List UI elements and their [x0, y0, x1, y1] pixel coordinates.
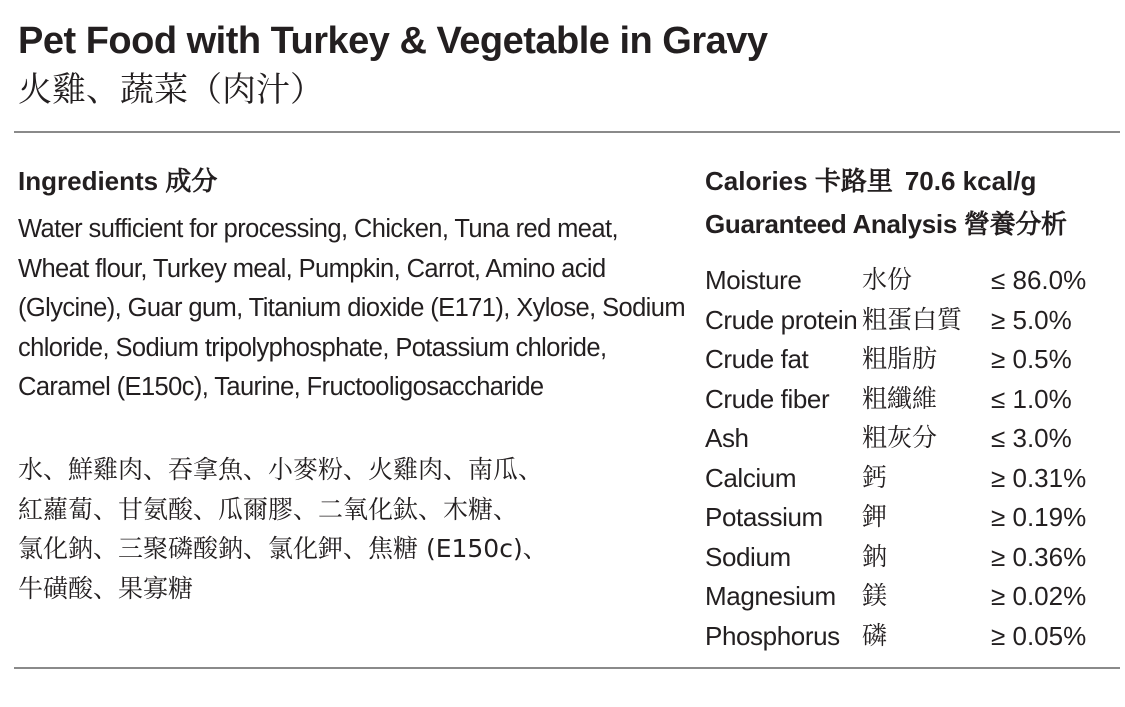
nutrient-name-zh: 鉀 [862, 502, 888, 531]
nutrient-name-zh: 鎂 [862, 581, 888, 610]
top-divider [14, 131, 1120, 133]
ingredients-english-line: Wheat flour, Turkey meal, Pumpkin, Carrot, Amino acid [18, 254, 606, 283]
bottom-divider [14, 667, 1120, 669]
ingredients-heading: Ingredients 成分 [18, 166, 218, 196]
ingredients-chinese-line: 水、鮮雞肉、吞拿魚、小麥粉、火雞肉、南瓜、 [18, 455, 544, 484]
nutrient-name-en: Ash [705, 423, 749, 453]
nutrient-name-en: Phosphorus [705, 620, 840, 651]
nutrient-name-zh: 鈉 [862, 541, 888, 571]
nutrient-value: ≥ 5.0% [991, 304, 1072, 335]
ingredients-chinese-line: 氯化鈉、三聚磷酸鈉、氯化鉀、焦糖 (E150c)、 [18, 534, 548, 563]
ingredients-chinese-line: 牛磺酸、果寡糖 [18, 573, 194, 603]
nutrient-value: ≤ 3.0% [991, 423, 1072, 453]
nutrient-name-en: Sodium [705, 541, 791, 572]
nutrient-value: ≥ 0.31% [991, 462, 1087, 493]
nutrient-value: ≤ 86.0% [991, 265, 1087, 295]
nutrient-name-zh: 鈣 [862, 462, 888, 492]
nutrient-value: ≥ 0.5% [991, 344, 1072, 374]
nutrient-name-zh: 粗纖維 [862, 383, 938, 413]
nutrient-name-zh: 粗灰分 [862, 423, 938, 452]
product-subtitle-chinese: 火雞、蔬菜（肉汁） [18, 70, 324, 110]
nutrient-name-en: Crude fiber [705, 383, 830, 414]
nutrient-value: ≤ 1.0% [991, 383, 1072, 414]
nutrient-name-en: Moisture [705, 265, 802, 295]
nutrient-value: ≥ 0.19% [991, 502, 1087, 532]
ingredients-english-line: chloride, Sodium tripolyphosphate, Potassium chloride, [18, 333, 607, 362]
ingredients-english-line: (Glycine), Guar gum, Titanium dioxide (E171), Xylose, Sodium [18, 294, 685, 322]
nutrient-name-zh: 磷 [862, 620, 888, 650]
nutrient-name-en: Crude fat [705, 344, 809, 374]
calories-label: Calories 卡路里 [705, 166, 893, 196]
nutrient-name-zh: 粗脂肪 [862, 344, 938, 373]
nutrient-name-en: Crude protein [705, 304, 858, 335]
ingredients-chinese-line: 紅蘿蔔、甘氨酸、瓜爾膠、二氧化鈦、木糖、 [18, 494, 519, 524]
nutrient-name-en: Potassium [705, 502, 823, 532]
ingredients-english [18, 210, 690, 408]
ingredients-chinese [18, 450, 668, 608]
nutrient-name-en: Calcium [705, 462, 797, 493]
nutrient-name-zh: 粗蛋白質 [862, 304, 963, 334]
calories [705, 166, 1036, 196]
calories-value: 70.6 kcal/g [904, 166, 1037, 196]
ingredients-english-line: Caramel (E150c), Taurine, Fructooligosaccharide [18, 373, 544, 401]
nutrient-name-en: Magnesium [705, 581, 836, 611]
nutrient-value: ≥ 0.36% [991, 541, 1087, 572]
nutrient-value: ≥ 0.02% [991, 581, 1087, 611]
nutrient-value: ≥ 0.05% [991, 620, 1087, 651]
product-title: Pet Food with Turkey & Vegetable in Gravy [18, 20, 768, 62]
guaranteed-analysis-heading: Guaranteed Analysis 營養分析 [705, 209, 1067, 239]
ingredients-english-line: Water sufficient for processing, Chicken, Tuna red meat, [18, 215, 618, 243]
nutrient-name-zh: 水份 [862, 265, 913, 294]
